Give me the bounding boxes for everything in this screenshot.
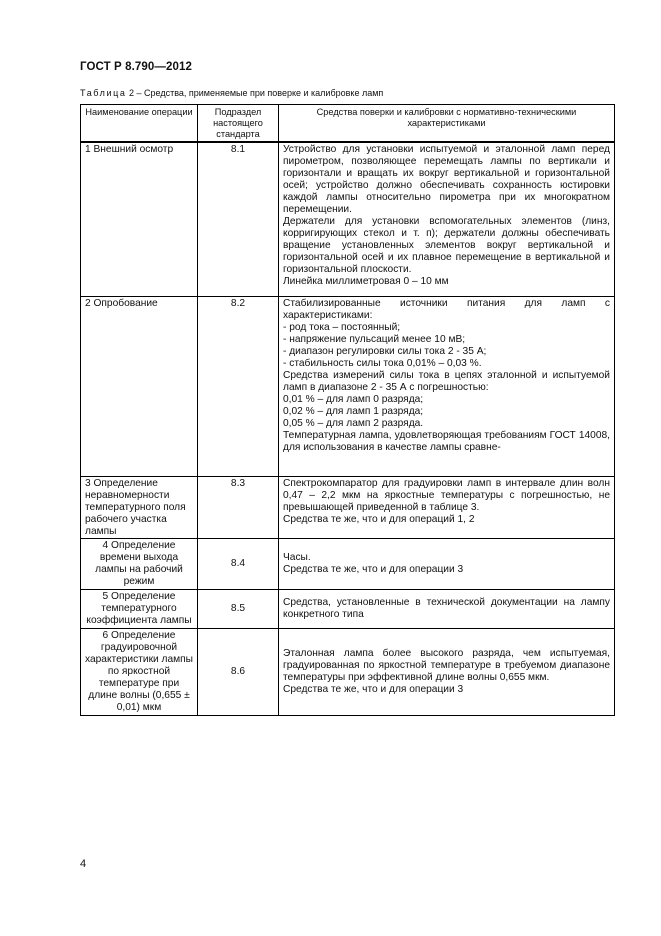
- table-row: [81, 296, 615, 476]
- section-cell: 8.5: [198, 589, 279, 628]
- table-row: [81, 142, 615, 296]
- operation-cell: 2 Опробование: [81, 296, 198, 476]
- means-line: Эталонная лампа более высокого разряда, чем испытуемая, градуированная по яркостной температуре в требуемом диапазоне температуры при эффективной длине волны 0,655 мкм.: [283, 648, 610, 683]
- means-line: Средства те же, что и для операции 3: [283, 564, 464, 575]
- means-line: - диапазон регулировки силы тока 2 - 35 А;: [283, 345, 487, 357]
- means-cell: [279, 628, 615, 715]
- document-code: ГОСТ Р 8.790—2012: [80, 61, 192, 73]
- operation-cell: 3 Определение неравномерности температурного поля рабочего участка лампы: [81, 476, 198, 538]
- column-header-means: Средства поверки и калибровки с нормативно-техническими характеристиками: [279, 105, 615, 143]
- means-line: Средства те же, что и для операций 1, 2: [283, 513, 475, 525]
- means-line: 0,02 % – для ламп 1 разряда;: [283, 405, 424, 417]
- means-line: - напряжение пульсаций менее 10 мВ;: [283, 333, 466, 345]
- verification-means-table: [80, 104, 615, 716]
- means-line: Линейка миллиметровая 0 – 10 мм: [283, 276, 449, 287]
- means-line: Устройство для установки испытуемой и эталонной ламп перед пирометром, позволяющее перемещать лампы по вертикали и горизонтали и вращать их вокруг вертикальной и горизонтальной осей; устройство должно обеспечивать сохранность юстировки каждой лампы относительно пирометра при их многократном перемещении.: [283, 144, 610, 215]
- means-cell: [279, 589, 615, 628]
- table-row: [81, 538, 615, 589]
- page-number: 4: [80, 858, 87, 870]
- section-cell: 8.1: [198, 142, 279, 296]
- operation-cell: 5 Определение температурного коэффициента лампы: [81, 589, 198, 628]
- operation-cell: 1 Внешний осмотр: [81, 142, 198, 296]
- table-row: [81, 589, 615, 628]
- column-header-operation: Наименование операции: [81, 105, 198, 143]
- table-caption-text: 2 – Средства, применяемые при поверке и калибровке ламп: [126, 88, 384, 98]
- table-row: [81, 628, 615, 715]
- column-header-section: Подраздел настоящего стандарта: [198, 105, 279, 143]
- means-line: Спектрокомпаратор для градуировки ламп в интервале длин волн 0,47 – 2,2 мкм на яркостные температуры с погрешностью, не превышающей приведенной в таблице 3.: [283, 477, 610, 513]
- section-cell: 8.4: [198, 538, 279, 589]
- means-cell: [279, 538, 615, 589]
- means-line: Средства те же, что и для операции 3: [283, 684, 464, 695]
- section-cell: 8.6: [198, 628, 279, 715]
- means-line: - род тока – постоянный;: [283, 321, 401, 333]
- means-cell: [279, 476, 615, 538]
- means-line: Средства, установленные в технической документации на лампу конкретного типа: [283, 597, 610, 620]
- means-line: Часы.: [283, 552, 311, 563]
- means-line: 0,01 % – для ламп 0 разряда;: [283, 393, 424, 405]
- table-caption: [80, 88, 383, 98]
- means-line: Держатели для установки вспомогательных элементов (линз, корригирующих стекол и т. п); держатели должны обеспечивать вращение установленных элементов вокруг вертикальной и горизонтальной осей и их плавное перемещение в вертикальной и горизонтальной плоскости.: [283, 216, 610, 275]
- section-cell: 8.2: [198, 296, 279, 476]
- means-line: Средства измерений силы тока в цепях эталонной и испытуемой ламп в диапазоне 2 - 35 А с погрешностью:: [283, 369, 610, 393]
- means-cell: [279, 296, 615, 476]
- means-cell: [279, 142, 615, 296]
- means-line: Температурная лампа, удовлетворяющая требованиям ГОСТ 14008, для использования в качестве лампы сравне-: [283, 429, 610, 453]
- operation-cell: 6 Определение градуировочной характеристики лампы по яркостной температуре при длине волны (0,655 ± 0,01) мкм: [81, 628, 198, 715]
- means-line: - стабильность силы тока 0,01% – 0,03 %.: [283, 357, 482, 369]
- means-line: 0,05 % – для ламп 2 разряда.: [283, 417, 424, 429]
- means-line: Стабилизированные источники питания для ламп с характеристиками:: [283, 297, 610, 321]
- table-row: [81, 476, 615, 538]
- section-cell: 8.3: [198, 476, 279, 538]
- table-caption-label: Таблица: [80, 88, 127, 98]
- table-header-row: [81, 105, 615, 143]
- operation-cell: 4 Определение времени выхода лампы на рабочий режим: [81, 538, 198, 589]
